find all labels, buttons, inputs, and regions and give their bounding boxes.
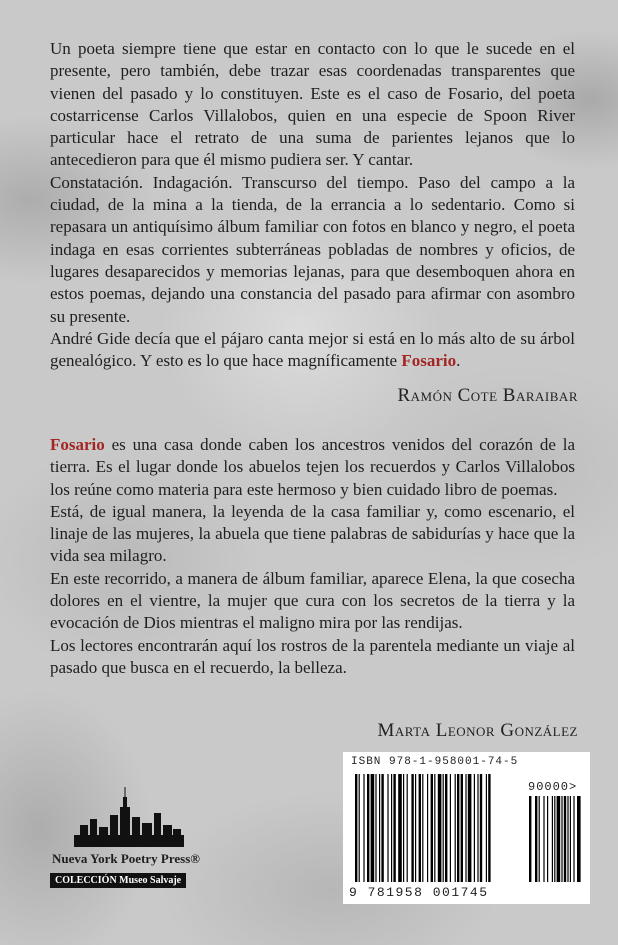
paragraph-text: André Gide decía que el pájaro canta mejor si está en lo más alto de su árbol genealógico. Y esto es lo que hace magníficamente: [50, 328, 575, 371]
publisher-name: Nueva York Poetry Press®: [52, 851, 200, 866]
paragraph-text: es una casa donde caben los ancestros venidos del corazón de la tierra. Es el lugar donde los abuelos tejen los recuerdos y Carlos Villalobos los reúne como materia para este hermoso y bien cuidado libro de poemas.: [50, 435, 575, 499]
review-paragraph: [50, 328, 575, 373]
review-marta-leonor: [50, 434, 575, 679]
barcode-bars: [353, 774, 581, 886]
review-paragraph: Los lectores encontrarán aquí los rostros de la parentela mediante un viaje al pasado que busca en el recuerdo, la belleza.: [50, 635, 575, 677]
book-title-highlight: Fosario: [401, 351, 457, 371]
isbn-label: ISBN 978-1-958001-74-5: [351, 756, 519, 768]
city-skyline-icon: [74, 785, 184, 847]
review-paragraph: Está, de igual manera, la leyenda de la casa familiar y, como escenario, el linaje de las mujeres, la abuela que tiene palabras de sabidurías y hace que la vida sea milagro.: [50, 501, 575, 566]
review-paragraph: [50, 434, 575, 501]
reviewer-signature-2: Marta Leonor González: [377, 720, 578, 741]
collection-label: COLECCIÓN Museo Salvaje: [50, 873, 186, 888]
price-code: 90000>: [528, 780, 578, 794]
publisher-logo: [30, 785, 230, 895]
review-ramon-cote: [50, 38, 575, 372]
review-paragraph: En este recorrido, a manera de álbum familiar, aparece Elena, la que cosecha dolores en el vientre, la mujer que cura con los secretos de la tierra y la evocación de Dios mientras el maligno mira por las rendijas.: [50, 568, 575, 633]
book-title-highlight: Fosario: [50, 435, 105, 454]
review-paragraph: Un poeta siempre tiene que estar en contacto con lo que le sucede en el presente, pero también, debe trazar esas coordenadas transparentes que vienen del pasado y lo constituyen. Este es el caso de Fosario, del poeta costarricense Carlos Villalobos, quien en una especie de Spoon River particular hace el retrato de una suma de parientes lejanos que lo antecedieron para que él mismo pudiera ser. Y cantar.: [50, 39, 575, 170]
paragraph-text: .: [456, 351, 461, 371]
reviewer-signature-1: Ramón Cote Baraibar: [397, 385, 578, 406]
isbn-barcode: [343, 752, 590, 904]
barcode-number: 9 781958 001745: [349, 885, 489, 900]
review-paragraph: Constatación. Indagación. Transcurso del tiempo. Paso del campo a la ciudad, de la mina a la tienda, de la errancia a lo sedentario. Como si repasara un antiquísimo álbum familiar con fotos en blanco y negro, el poeta indaga en esas corrientes subterráneas pobladas de nombres y oficios, de lugares desaparecidos y memorias lejanas, para que desemboquen ahora en estos poemas, dejando una constancia del pasado para afirmar con asombro su presente.: [50, 172, 575, 326]
